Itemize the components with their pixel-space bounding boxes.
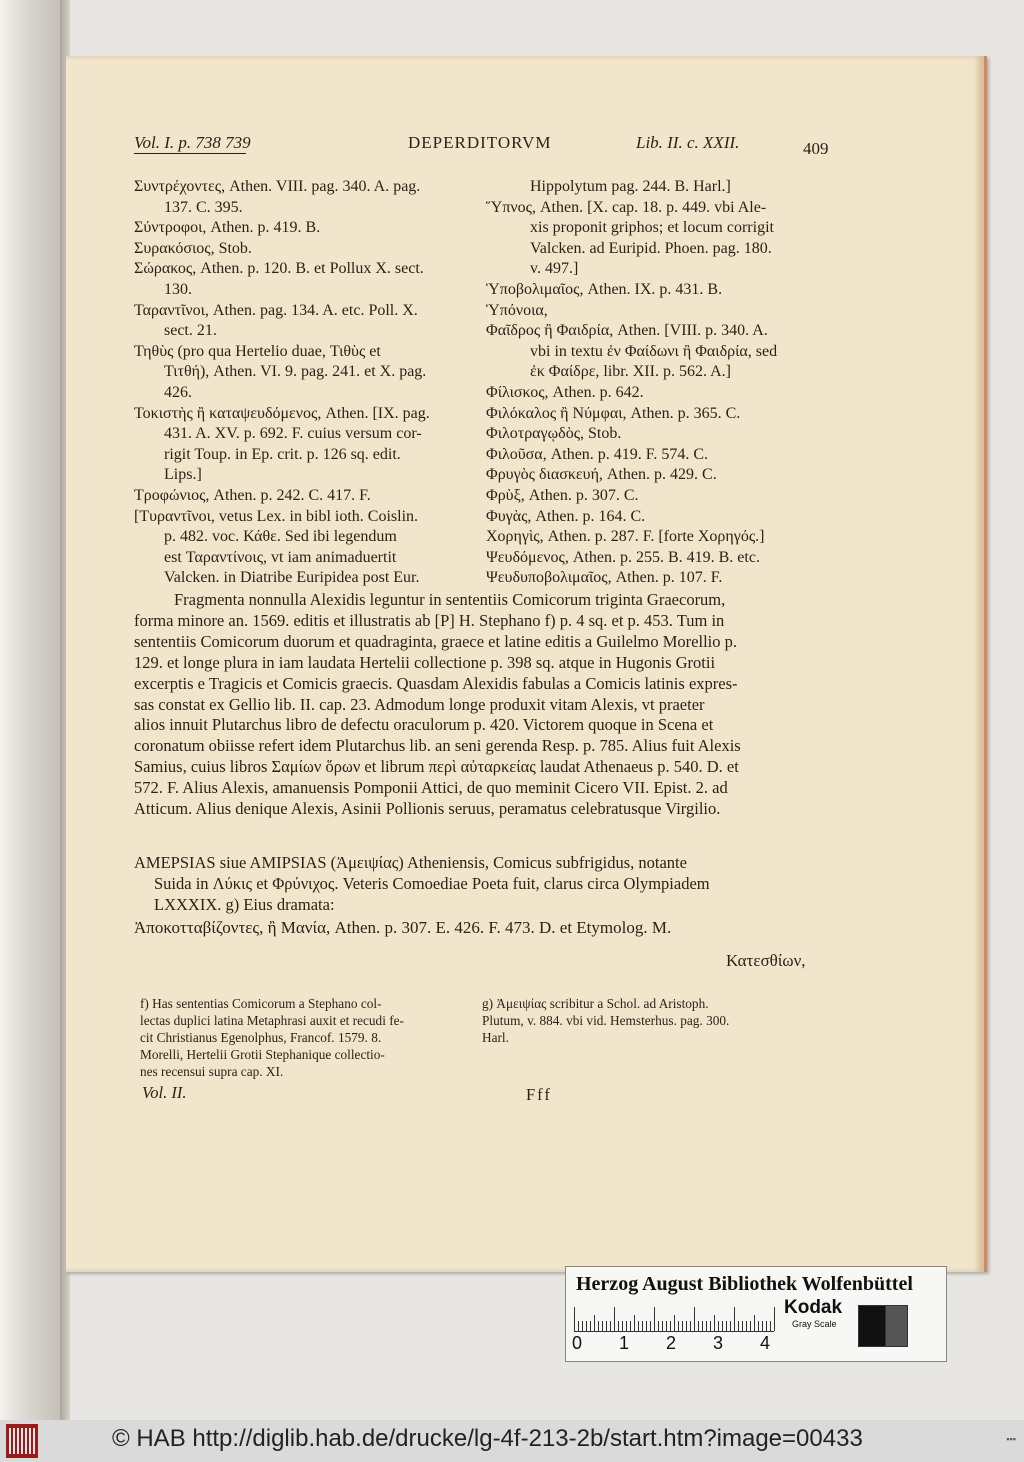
ruler-tick — [762, 1321, 763, 1331]
right-entry-line: Ψευδόμενος, Athen. p. 255. B. 419. B. etc. — [486, 548, 760, 566]
right-entry-line: v. 497.] — [530, 260, 579, 278]
left-entry-line: Συντρέχοντες, Athen. VIII. pag. 340. A. pag. — [134, 178, 421, 195]
logo-stripe — [33, 1428, 35, 1454]
left-entry-line: Ταραντῖνοι, Athen. pag. 134. A. etc. Poll. X. — [134, 301, 418, 319]
right-entry-line: xis proponit griphos; et locum corrigit — [530, 219, 774, 237]
left-entry-line: Τροφώνιος, Athen. p. 242. C. 417. F. — [134, 487, 371, 504]
amepsias-line: LXXXIX. g) Eius dramata: — [154, 895, 335, 914]
right-entry-line: Ὕπνος, Athen. [X. cap. 18. p. 449. vbi Ale- — [486, 198, 767, 216]
ruler-tick — [654, 1307, 655, 1331]
ruler-tick — [722, 1321, 723, 1331]
viewer-footer — [0, 1420, 1024, 1462]
right-entry-line: Hippolytum pag. 244. B. Harl.] — [530, 178, 731, 195]
left-entry-line: Valcken. in Diatribe Euripidea post Eur. — [164, 569, 420, 587]
right-entry-line: Φρὺξ, Athen. p. 307. C. — [486, 487, 639, 504]
ruler-tick — [758, 1321, 759, 1331]
right-entry-line: Φιλοτραγῳδὸς, Stob. — [486, 425, 622, 443]
left-entry-line: Σύντροφοι, Athen. p. 419. B. — [134, 219, 321, 237]
right-entry-line: Ὑπόνοια, — [486, 301, 548, 319]
left-entry-line: 130. — [164, 281, 192, 298]
ruler-tick — [774, 1307, 775, 1331]
book-edge — [0, 0, 70, 1420]
ruler-tick — [730, 1321, 731, 1331]
ruler-tick — [690, 1321, 691, 1331]
paragraph-line: coronatum obiisse refert idem Plutarchus lib. an seni gerenda Resp. p. 785. Alius fuit Alexis — [134, 736, 741, 756]
ruler-tick — [614, 1307, 615, 1331]
header-underline — [134, 153, 246, 154]
paragraph-line: 572. F. Alius Alexis, amanuensis Pomponii Attici, de quo meminit Cicero VII. Epist. 2. ad — [134, 778, 728, 798]
paragraph-line: forma minore an. 1569. editis et illustratis ab [P] H. Stephano f) p. 4 sq. et p. 453. Tum in — [134, 610, 725, 630]
logo-stripe — [9, 1428, 11, 1454]
ruler-tick — [750, 1321, 751, 1331]
left-entry-line: rigit Toup. in Ep. crit. p. 126 sq. edit. — [164, 445, 401, 463]
ruler-tick — [606, 1321, 607, 1331]
right-entry-line: Φυγὰς, Athen. p. 164. C. — [486, 507, 646, 525]
ruler-tick — [586, 1321, 587, 1331]
ruler-tick — [710, 1321, 711, 1331]
right-entry-line: vbi in textu ἐν Φαίδωνι ἢ Φαιδρία, sed — [530, 342, 778, 360]
logo-stripe — [21, 1428, 23, 1454]
left-entry-line: Τοκιστὴς ἢ καταψευδόμενος, Athen. [IX. pag. — [134, 404, 430, 422]
ruler-tick — [642, 1321, 643, 1331]
footnote-line: nes recensui supra cap. XI. — [140, 1064, 284, 1079]
left-entry-line: p. 482. voc. Κάθε. Sed ibi legendum — [164, 528, 397, 546]
footnote-line: lectas duplici latina Metaphrasi auxit et recudi fe- — [140, 1013, 404, 1028]
right-entry-line: Ὑποβολιμαῖος, Athen. IX. p. 431. B. — [486, 281, 723, 298]
right-entry-line: Φιλοῦσα, Athen. p. 419. F. 574. C. — [486, 445, 709, 463]
amepsias-line: AMEPSIAS siue AMIPSIAS (Ἀμειψίας) Atheniensis, Comicus subfrigidus, notante — [134, 853, 687, 872]
ruler-tick — [582, 1321, 583, 1331]
ruler-tick — [590, 1321, 591, 1331]
left-entry-line: Τιτθή), Athen. VI. 9. pag. 241. et X. pag. — [164, 363, 427, 381]
paragraph-line: Atticum. Alius denique Alexis, Asinii Pollionis seruus, peramatus celebratusque Virgilio. — [134, 799, 721, 818]
logo-stripe — [17, 1428, 19, 1454]
ruler-tick — [630, 1321, 631, 1331]
ruler-tick — [702, 1321, 703, 1331]
ruler-number: 2 — [666, 1333, 677, 1353]
ruler-tick — [706, 1321, 707, 1331]
left-entry-line: 431. A. XV. p. 692. F. cuius versum cor- — [164, 425, 422, 443]
ruler-number: 3 — [713, 1333, 724, 1353]
ruler-tick — [770, 1321, 771, 1331]
footnote-line: cit Christianus Egenolphus, Francof. 1579. 8. — [140, 1030, 382, 1045]
paragraph-line: sententiis Comicorum duorum et quadraginta, graece et latine editis a Guilelmo Morellio p. — [134, 631, 738, 651]
paragraph-line: 129. et longe plura in iam laudata Hertelii collectione p. 398 sq. atque in Hugonis Grotii — [134, 652, 716, 672]
left-entry-line: Συρακόσιος, Stob. — [134, 239, 252, 257]
ruler-tick — [754, 1315, 755, 1331]
left-entry-line: Τηθὺς (pro qua Hertelio duae, Τιθὺς et — [134, 342, 381, 360]
ruler-tick — [742, 1321, 743, 1331]
ruler-tick — [618, 1321, 619, 1331]
ruler-tick — [610, 1321, 611, 1331]
paragraph-line: alios innuit Plutarchus libro de defectu oraculorum p. 420. Victorem quoque in Scena et — [134, 715, 714, 735]
corner-mark: ▪▪▪ — [1006, 1434, 1016, 1444]
ruler-number: 4 — [760, 1333, 771, 1353]
ruler-tick — [734, 1307, 735, 1331]
ruler-tick — [646, 1321, 647, 1331]
ruler-tick — [598, 1321, 599, 1331]
paragraph-line: Samius, cuius libros Σαμίων ὅρων et librum περὶ αὐταρκείας laudat Athenaeus p. 540. D. et — [134, 757, 739, 777]
ruler-tick — [622, 1321, 623, 1331]
ruler-tick — [638, 1321, 639, 1331]
signature-volume: Vol. II. — [142, 1083, 187, 1102]
ruler-number: 1 — [619, 1333, 630, 1353]
footnote-line: Plutum, v. 884. vbi vid. Hemsterhus. pag. 300. — [482, 1013, 730, 1028]
right-entry-line: Ψευδυποβολιμαῖος, Athen. p. 107. F. — [486, 569, 723, 587]
footnote-line: Harl. — [482, 1030, 509, 1045]
ruler-tick — [682, 1321, 683, 1331]
ruler-tick — [662, 1321, 663, 1331]
gray-swatch — [858, 1305, 908, 1347]
catchword: Κατεσθίων, — [726, 951, 806, 970]
left-entry-line: [Τυραντῖνοι, vetus Lex. in bibl ioth. Coislin. — [134, 507, 419, 525]
gray-scale-label: Gray Scale — [792, 1319, 837, 1329]
ruler-tick — [686, 1321, 687, 1331]
scale-ruler — [574, 1305, 774, 1332]
ruler-tick — [718, 1321, 719, 1331]
running-head-center: DEPERDITORVM — [408, 133, 552, 152]
paragraph-line: sas constat ex Gellio lib. II. cap. 23. Admodum longe produxit vitam Alexis, vt praeter — [134, 694, 705, 714]
logo-stripe — [29, 1428, 31, 1454]
ruler-tick — [666, 1321, 667, 1331]
running-head-left: Vol. I. p. 738 739 — [134, 133, 251, 152]
ruler-tick — [650, 1321, 651, 1331]
right-entry-line: Χορηγὶς, Athen. p. 287. F. [forte Χορηγός.] — [486, 528, 765, 546]
right-entry-line: Φιλόκαλος ἢ Νύμφαι, Athen. p. 365. C. — [486, 404, 741, 422]
right-entry-line: Φρυγὸς διασκευή, Athen. p. 429. C. — [486, 466, 717, 484]
ruler-tick — [574, 1307, 575, 1331]
right-entry-line: ἐκ Φαίδρε, libr. XII. p. 562. A.] — [530, 363, 731, 381]
right-entry-line: Φαῖδρος ἢ Φαιδρία, Athen. [VIII. p. 340. A. — [486, 322, 768, 340]
logo-stripe — [13, 1428, 15, 1454]
kodak-logo: Kodak — [784, 1297, 843, 1318]
library-name: Herzog August Bibliothek Wolfenbüttel — [576, 1273, 913, 1295]
paragraph-line: Fragmenta nonnulla Alexidis leguntur in sententiis Comicorum triginta Graecorum, — [174, 590, 726, 609]
paragraph-line: excerptis e Tragicis et Comicis graecis. Quasdam Alexidis fabulas a Comicis latinis expres- — [134, 673, 738, 693]
ruler-tick — [694, 1307, 695, 1331]
ruler-number: 0 — [572, 1333, 583, 1353]
footnote-line: g) Ἀμειψίας scribitur a Schol. ad Aristoph. — [482, 996, 709, 1011]
ruler-tick — [670, 1321, 671, 1331]
ruler-tick — [738, 1321, 739, 1331]
page-number: 409 — [803, 139, 829, 158]
ruler-tick — [698, 1321, 699, 1331]
footnote-line: Morelli, Hertelii Grotii Stephanique collectio- — [140, 1047, 385, 1062]
ruler-tick — [726, 1321, 727, 1331]
ruler-tick — [746, 1321, 747, 1331]
ruler-tick — [626, 1321, 627, 1331]
ruler-tick — [766, 1321, 767, 1331]
logo-stripe — [25, 1428, 27, 1454]
source-url[interactable]: © HAB http://diglib.hab.de/drucke/lg-4f-213-2b/start.htm?image=00433 — [112, 1425, 863, 1452]
footnote-line: f) Has sententias Comicorum a Stephano col- — [140, 996, 382, 1011]
left-entry-line: Lips.] — [164, 466, 202, 484]
signature-mark: Fff — [526, 1085, 552, 1104]
ruler-tick — [578, 1321, 579, 1331]
hab-logo-icon — [6, 1424, 38, 1458]
ruler-tick — [658, 1321, 659, 1331]
library-color-label — [565, 1266, 947, 1362]
right-entry-line: Valcken. ad Euripid. Phoen. pag. 180. — [530, 239, 772, 257]
ruler-tick — [678, 1321, 679, 1331]
left-entry-line: 137. C. 395. — [164, 198, 243, 216]
left-entry-line: Σώρακος, Athen. p. 120. B. et Pollux X. sect. — [134, 260, 424, 278]
left-entry-line: 426. — [164, 384, 192, 401]
left-entry-line: est Ταραντίνοις, vt iam animaduertit — [164, 548, 397, 566]
running-head-right: Lib. II. c. XXII. — [636, 133, 740, 152]
left-entry-line: sect. 21. — [164, 322, 217, 340]
amepsias-line: Suida in Λύκις et Φρύνιχος. Veteris Comoediae Poeta fuit, clarus circa Olympiadem — [154, 874, 710, 893]
ruler-tick — [674, 1315, 675, 1331]
ruler-tick — [714, 1315, 715, 1331]
dramata-line: Ἀποκοτταβίζοντες, ἢ Μανία, Athen. p. 307. E. 426. F. 473. D. et Etymolog. M. — [134, 918, 672, 937]
ruler-tick — [634, 1315, 635, 1331]
ruler-tick — [602, 1321, 603, 1331]
ruler-tick — [594, 1315, 595, 1331]
right-entry-line: Φίλισκος, Athen. p. 642. — [486, 384, 644, 401]
